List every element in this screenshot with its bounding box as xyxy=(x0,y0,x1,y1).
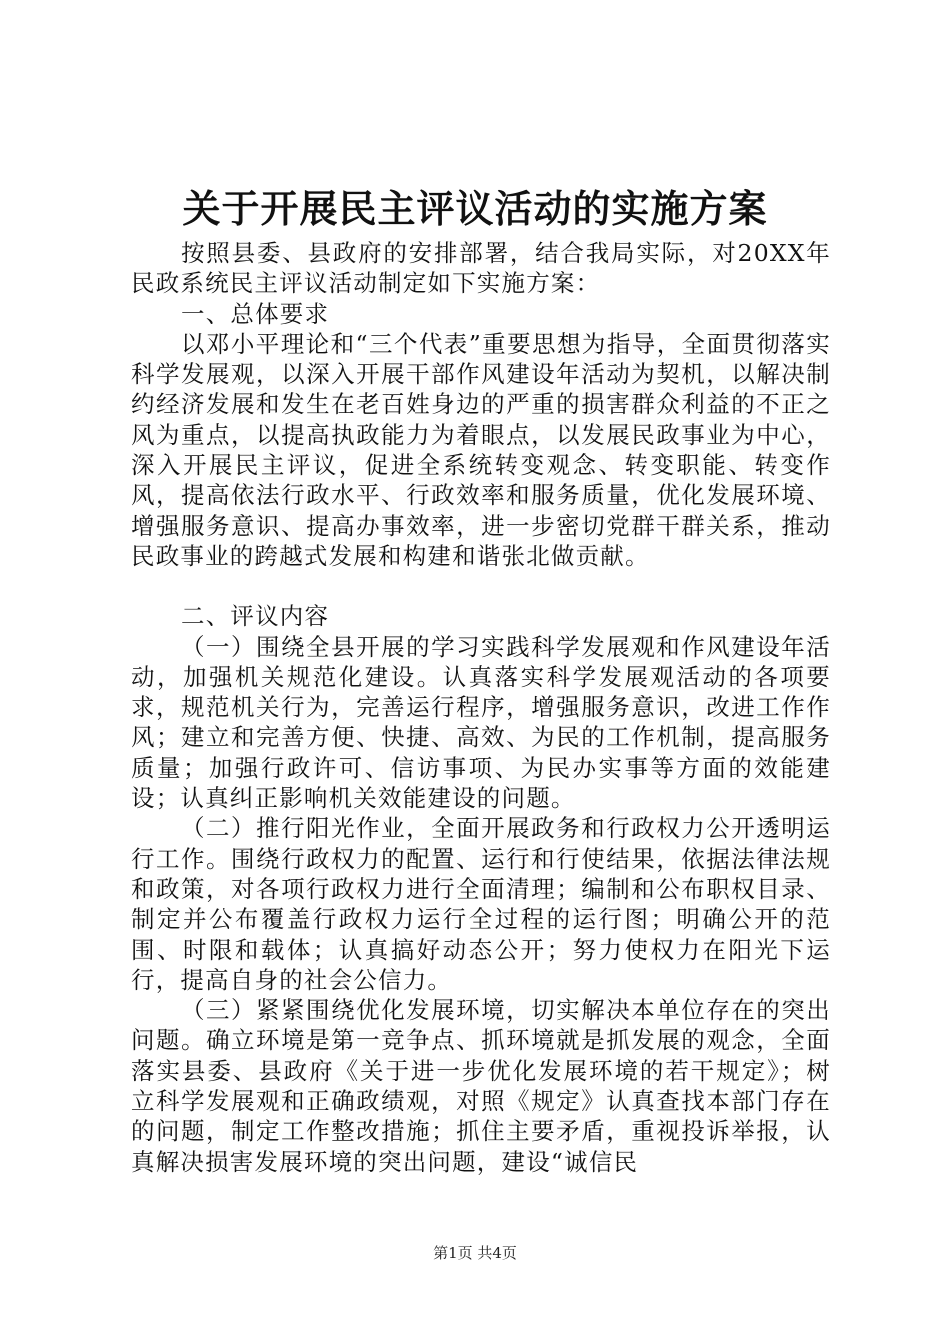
page-footer: 第1页 共4页 xyxy=(433,1244,517,1262)
intro-paragraph: 按照县委、县政府的安排部署，结合我局实际，对20XX年民政系统民主评议活动制定如下实施方案： xyxy=(131,239,831,298)
section-heading-evaluation-content: 二、评议内容 xyxy=(181,602,330,631)
item2-paragraph: （二）推行阳光作业，全面开展政务和行政权力公开透明运行工作。围绕行政权力的配置、运行和行使结果，依据法律法规和政策，对各项行政权力进行全面清理；编制和公布职权目录、制定并公布覆盖行政权力运行全过程的运行图；明确公开的范围、时限和载体；认真搞好动态公开；努力使权力在阳光下运行，提高自身的社会公信力。 xyxy=(131,814,831,994)
section-heading-overall-requirements: 一、总体要求 xyxy=(181,299,330,328)
section1-paragraph: 以邓小平理论和“三个代表”重要思想为指导，全面贯彻落实科学发展观，以深入开展干部作风建设年活动为契机，以解决制约经济发展和发生在老百姓身边的严重的损害群众利益的不正之风为重点，以提高执政能力为着眼点，以发展民政事业为中心，深入开展民主评议，促进全系统转变观念、转变职能、转变作风，提高依法行政水平、行政效率和服务质量，优化发展环境、增强服务意识、提高办事效率，进一步密切党群干群关系，推动民政事业的跨越式发展和构建和谐张北做贡献。 xyxy=(131,329,831,570)
paragraph-gap xyxy=(131,571,831,601)
item1-paragraph: （一）围绕全县开展的学习实践科学发展观和作风建设年活动，加强机关规范化建设。认真落实科学发展观活动的各项要求，规范机关行为，完善运行程序，增强服务意识，改进工作作风；建立和完善方便、快捷、高效、为民的工作机制，提高服务质量；加强行政许可、信访事项、为民办实事等方面的效能建设；认真纠正影响机关效能建设的问题。 xyxy=(131,632,831,813)
document-title: 关于开展民主评议活动的实施方案 xyxy=(182,186,768,231)
item3-paragraph: （三）紧紧围绕优化发展环境，切实解决本单位存在的突出问题。确立环境是第一竞争点、抓环境就是抓发展的观念，全面落实县委、县政府《关于进一步优化发展环境的若干规定》；树立科学发展观和正确政绩观，对照《规定》认真查找本部门存在的问题，制定工作整改措施；抓住主要矛盾，重视投诉举报，认真解决损害发展环境的突出问题，建设“诚信民 xyxy=(131,996,831,1176)
document-body xyxy=(131,238,831,1177)
